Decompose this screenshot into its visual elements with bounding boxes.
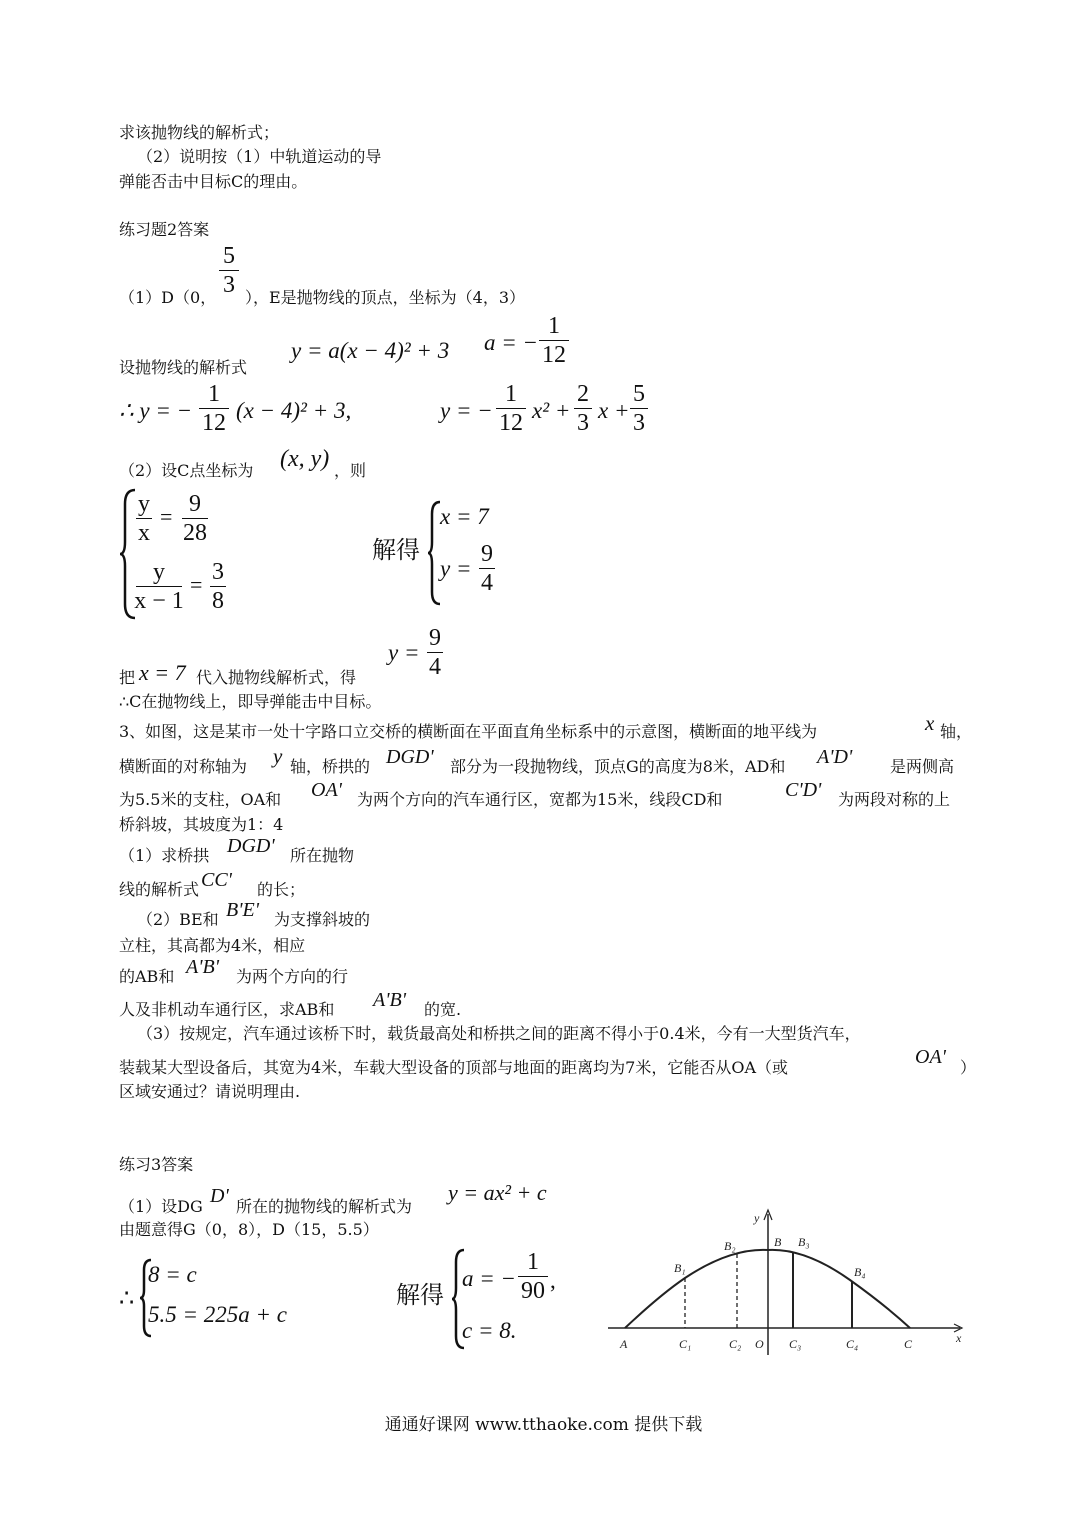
- math-var: A'B': [373, 989, 406, 1011]
- fraction: 2 3: [572, 380, 594, 437]
- math-var: CC': [201, 869, 232, 891]
- equation: c = 8.: [462, 1318, 517, 1343]
- footer: 通通好课网 www.tthaoke.com 提供下载: [384, 1415, 703, 1435]
- text-line: 的AB和: [119, 967, 175, 986]
- therefore-symbol: ∴: [119, 1286, 135, 1312]
- fraction: y x − 1: [134, 559, 184, 614]
- text-line: 轴，桥拱的: [290, 757, 371, 776]
- equation: y =: [388, 640, 420, 665]
- text-line: 是两侧高: [890, 757, 955, 776]
- math-var: DGD': [386, 746, 434, 768]
- text-line: 的宽.: [424, 1000, 462, 1019]
- equation: x +: [598, 398, 630, 423]
- math-var: OA': [915, 1046, 946, 1068]
- math-var: C'D': [785, 779, 822, 801]
- text-line: （2）说明按（1）中轨道运动的导: [137, 147, 382, 166]
- equation: (x − 4)² + 3,: [236, 398, 352, 423]
- label-B2: B₂: [724, 1239, 736, 1253]
- equation: x = 7: [440, 504, 489, 529]
- fraction: 5 3: [217, 242, 241, 299]
- y-axis-label: y: [754, 1211, 760, 1225]
- text-line: 设抛物线的解析式: [119, 358, 248, 377]
- text-line: 区域安通过？请说明理由.: [119, 1082, 301, 1101]
- text-line: 为两段对称的上: [838, 790, 951, 809]
- text-line: 所在的抛物线的解析式为: [236, 1197, 413, 1216]
- label-C4: C₄: [846, 1337, 859, 1351]
- equation: x = 7: [139, 660, 186, 685]
- equation: 5.5 = 225a + c: [148, 1302, 287, 1327]
- equation: x² +: [532, 398, 571, 423]
- text-line: 为两个方向的汽车通行区，宽都为15米，线段CD和: [357, 790, 723, 809]
- fraction: 5 3: [628, 380, 650, 437]
- jiede-label: 解得: [372, 536, 420, 564]
- fraction: 3 8: [212, 559, 224, 614]
- equals: =: [190, 572, 203, 597]
- label-B4: B₄: [854, 1265, 866, 1279]
- section-title: 练习题2答案: [119, 220, 210, 239]
- text-line: （1）设DG: [119, 1197, 203, 1216]
- text-line: 为5.5米的支柱，OA和: [119, 790, 282, 809]
- equation: y = ax² + c: [448, 1180, 547, 1205]
- text-line: （3）按规定，汽车通过该桥下时，载货最高处和桥拱之间的距离不得小于0.4米，今有一大型货汽车，: [137, 1024, 861, 1043]
- label-O: O: [755, 1337, 764, 1351]
- equation: y = −: [440, 398, 493, 423]
- fraction: y x: [138, 491, 150, 546]
- text-line: 为支撑斜坡的: [274, 910, 371, 929]
- math-var: y: [273, 744, 283, 768]
- label-B3: B₃: [798, 1235, 810, 1249]
- label-C3: C₃: [789, 1337, 802, 1351]
- text-line: 为两个方向的行: [236, 967, 349, 986]
- text-line: （2）BE和: [137, 910, 219, 929]
- equation: (x, y): [280, 446, 330, 472]
- fraction: 1 12: [494, 380, 528, 437]
- math-var: OA': [311, 779, 342, 801]
- math-var: B'E': [226, 899, 259, 921]
- text-line: 线的解析式: [119, 880, 200, 899]
- text-line: （1）D（0，: [119, 288, 217, 307]
- section-title: 练习3答案: [119, 1155, 194, 1174]
- equation: a = −: [462, 1266, 517, 1291]
- math-var: x: [925, 711, 935, 735]
- equation: ∴ y = −: [119, 398, 193, 423]
- equation: 8 = c: [148, 1262, 197, 1287]
- text-line: 所在抛物: [290, 846, 355, 865]
- text-line: 桥斜坡，其坡度为1：4: [119, 815, 284, 834]
- text-line: （2）设C点坐标为: [119, 461, 254, 480]
- fraction: 1 90: [516, 1248, 550, 1305]
- text-line: 横断面的对称轴为: [119, 757, 248, 776]
- label-C2: C₂: [729, 1337, 742, 1351]
- text-line: 的长；: [257, 880, 306, 899]
- math-var: A'B': [186, 956, 219, 978]
- jiede-label: 解得: [396, 1281, 444, 1309]
- label-B: B: [774, 1235, 782, 1249]
- fraction: 1 12: [537, 312, 571, 369]
- equation: y =: [440, 556, 472, 581]
- text-line: 装载某大型设备后，其宽为4米，车载大型设备的顶部与地面的距离均为7米，它能否从OA（或: [119, 1058, 789, 1077]
- text-line: （1）求桥拱: [119, 846, 210, 865]
- text-line: 立柱，其高都为4米，相应: [119, 936, 306, 955]
- fraction: 9 4: [481, 541, 493, 596]
- text-line: ）: [960, 1058, 977, 1077]
- text-line: 弹能否击中目标C的理由。: [119, 172, 308, 191]
- text-line: 把: [119, 668, 136, 687]
- text-line: ∴C在抛物线上，即导弹能击中目标。: [119, 692, 382, 711]
- text-line: 部分为一段抛物线，顶点G的高度为8米，AD和: [450, 757, 786, 776]
- equals: =: [160, 504, 173, 529]
- text-line: 轴，: [940, 722, 973, 741]
- text-line: ），E是抛物线的顶点，坐标为（4，3）: [245, 288, 526, 307]
- text-line: 人及非机动车通行区，求AB和: [119, 1000, 335, 1019]
- label-B1: B₁: [674, 1261, 686, 1275]
- fraction: 1 12: [197, 380, 231, 437]
- text-line: 求该抛物线的解析式；: [119, 123, 280, 142]
- math-var: A'D': [817, 746, 853, 768]
- comma: ,: [550, 1268, 556, 1293]
- math-var: DGD': [227, 835, 275, 857]
- text-line: ，则: [334, 461, 367, 480]
- text-line: 由题意得G（0，8），D（15，5.5）: [119, 1220, 379, 1239]
- x-axis-label: x: [956, 1331, 962, 1345]
- label-C: C: [904, 1337, 913, 1351]
- math-var: D': [210, 1185, 229, 1207]
- text-line: 3、如图，这是某市一处十字路口立交桥的横断面在平面直角坐标系中的示意图，横断面的地平线为: [119, 722, 818, 741]
- equation: y = a(x − 4)² + 3: [291, 338, 450, 363]
- equation: a = −: [484, 330, 539, 355]
- text-line: 代入抛物线解析式，得: [196, 668, 357, 687]
- fraction: 9 4: [429, 625, 441, 680]
- label-C1: C₁: [679, 1337, 692, 1351]
- fraction: 9 28: [183, 491, 207, 546]
- label-A: A: [620, 1337, 628, 1351]
- bridge-arch-diagram: [600, 1200, 980, 1360]
